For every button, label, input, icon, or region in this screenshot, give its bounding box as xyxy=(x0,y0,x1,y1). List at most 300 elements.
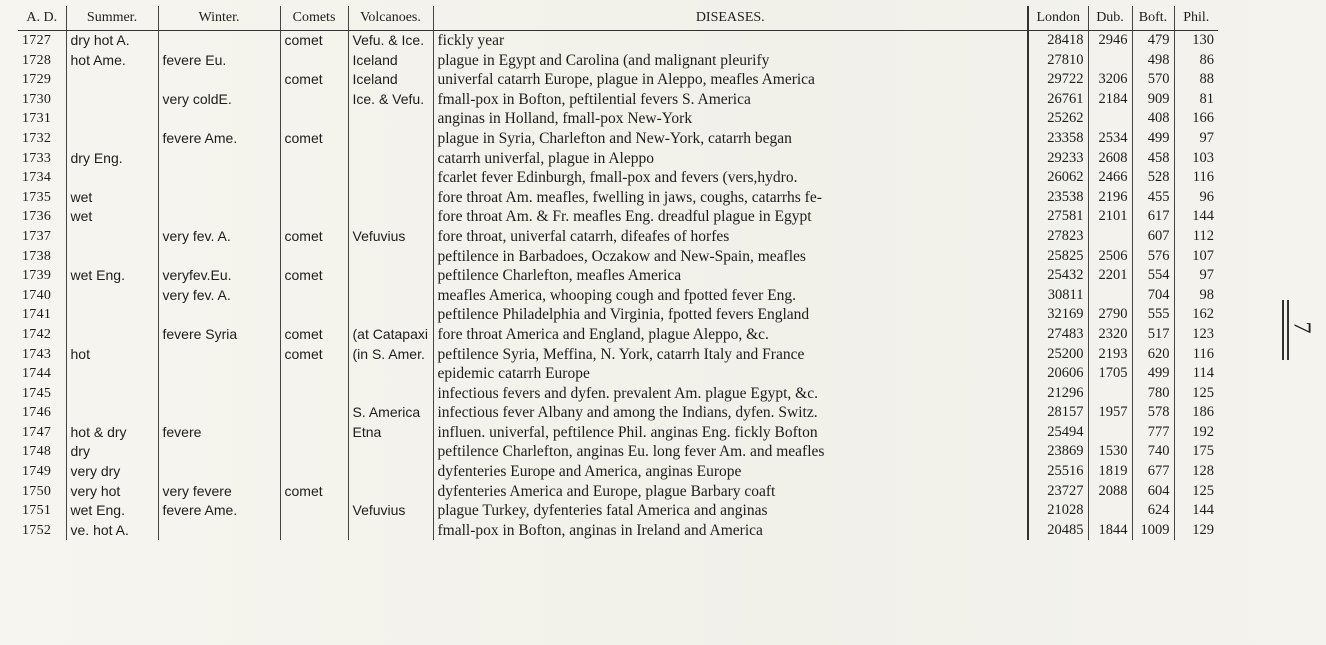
table-row xyxy=(18,501,1218,521)
volcano-cell xyxy=(348,188,433,208)
winter-cell: fevere Syria xyxy=(158,325,280,345)
disease-cell: univerfal catarrh Europe, plague in Aleppo, meafles America xyxy=(433,70,1028,90)
london-deaths-cell: 21296 xyxy=(1028,384,1088,404)
dublin-deaths-cell: 2320 xyxy=(1088,325,1132,345)
london-deaths-cell: 23538 xyxy=(1028,188,1088,208)
dublin-deaths-cell xyxy=(1088,51,1132,71)
dublin-deaths-cell xyxy=(1088,227,1132,247)
phil-deaths-cell: 144 xyxy=(1174,501,1218,521)
year-cell: 1743 xyxy=(22,346,52,362)
volcano-cell xyxy=(348,442,433,462)
dublin-deaths-cell: 2184 xyxy=(1088,90,1132,110)
year-cell: 1744 xyxy=(22,366,52,382)
disease-cell: peftilence Philadelphia and Virginia, fpotted fevers England xyxy=(433,305,1028,325)
boston-deaths-cell: 458 xyxy=(1132,149,1174,169)
london-deaths-cell: 28418 xyxy=(1028,31,1088,51)
volcano-cell xyxy=(348,305,433,325)
table-row xyxy=(18,266,1218,286)
comet-cell xyxy=(280,423,348,443)
phil-deaths-cell: 96 xyxy=(1174,188,1218,208)
comet-cell xyxy=(280,442,348,462)
year-cell: 1730 xyxy=(22,91,52,107)
london-deaths-cell: 25262 xyxy=(1028,109,1088,129)
table-row xyxy=(18,364,1218,384)
london-deaths-cell: 26761 xyxy=(1028,90,1088,110)
disease-cell: fore throat America and England, plague Aleppo, &c. xyxy=(433,325,1028,345)
comet-cell xyxy=(280,188,348,208)
summer-cell: wet Eng. xyxy=(66,501,158,521)
winter-cell xyxy=(158,384,280,404)
comet-cell xyxy=(280,286,348,306)
phil-deaths-cell: 175 xyxy=(1174,442,1218,462)
disease-cell: fickly year xyxy=(433,31,1028,51)
year-cell: 1746 xyxy=(22,405,52,421)
dublin-deaths-cell xyxy=(1088,423,1132,443)
summer-cell: dry hot A. xyxy=(66,31,158,51)
winter-cell: very coldE. xyxy=(158,90,280,110)
year-cell: 1742 xyxy=(22,326,52,342)
table-row xyxy=(18,168,1218,188)
boston-deaths-cell: 455 xyxy=(1132,188,1174,208)
comet-cell: comet xyxy=(280,31,348,51)
winter-cell xyxy=(158,149,280,169)
dublin-deaths-cell: 2466 xyxy=(1088,168,1132,188)
table-row xyxy=(18,129,1218,149)
winter-cell xyxy=(158,31,280,51)
dublin-deaths-cell: 2946 xyxy=(1088,31,1132,51)
volcano-cell xyxy=(348,247,433,267)
table-row xyxy=(18,109,1218,129)
comet-cell: comet xyxy=(280,482,348,502)
year-cell: 1750 xyxy=(22,483,52,499)
disease-cell: fcarlet fever Edinburgh, fmall-pox and fevers (vers,hydro. xyxy=(433,168,1028,188)
summer-cell: very dry xyxy=(66,462,158,482)
comet-cell xyxy=(280,462,348,482)
volcano-cell xyxy=(348,207,433,227)
boston-deaths-cell: 578 xyxy=(1132,403,1174,423)
comet-cell xyxy=(280,207,348,227)
dublin-deaths-cell: 2201 xyxy=(1088,266,1132,286)
dublin-deaths-cell: 1705 xyxy=(1088,364,1132,384)
london-deaths-cell: 21028 xyxy=(1028,501,1088,521)
disease-cell: infectious fever Albany and among the Indians, dyfen. Switz. xyxy=(433,403,1028,423)
summer-cell xyxy=(66,247,158,267)
winter-cell xyxy=(158,207,280,227)
chronology-table xyxy=(18,6,1218,540)
summer-cell xyxy=(66,325,158,345)
winter-cell xyxy=(158,364,280,384)
disease-cell: plague Turkey, dyfenteries fatal America and anginas xyxy=(433,501,1028,521)
comet-cell xyxy=(280,149,348,169)
summer-cell: dry xyxy=(66,442,158,462)
disease-cell: peftilence in Barbadoes, Oczakow and New-Spain, meafles xyxy=(433,247,1028,267)
table-row xyxy=(18,305,1218,325)
summer-cell xyxy=(66,168,158,188)
phil-deaths-cell: 107 xyxy=(1174,247,1218,267)
volcano-cell: Vefu. & Ice. xyxy=(348,31,433,51)
winter-cell xyxy=(158,305,280,325)
volcano-cell xyxy=(348,149,433,169)
dublin-deaths-cell: 1819 xyxy=(1088,462,1132,482)
winter-cell: fevere Eu. xyxy=(158,51,280,71)
boston-deaths-cell: 499 xyxy=(1132,129,1174,149)
london-deaths-cell: 32169 xyxy=(1028,305,1088,325)
comet-cell xyxy=(280,403,348,423)
summer-cell xyxy=(66,384,158,404)
summer-cell: ve. hot A. xyxy=(66,521,158,541)
disease-cell: peftilence Charlefton, meafles America xyxy=(433,266,1028,286)
volcano-cell xyxy=(348,364,433,384)
dublin-deaths-cell: 2196 xyxy=(1088,188,1132,208)
header-winter: Winter. xyxy=(158,6,280,31)
summer-cell xyxy=(66,403,158,423)
dublin-deaths-cell: 2088 xyxy=(1088,482,1132,502)
summer-cell: wet Eng. xyxy=(66,266,158,286)
year-cell: 1741 xyxy=(22,307,52,323)
disease-cell: dyfenteries Europe and America, anginas Europe xyxy=(433,462,1028,482)
header-summer: Summer. xyxy=(66,6,158,31)
year-cell: 1748 xyxy=(22,444,52,460)
disease-cell: meafles America, whooping cough and fpotted fever Eng. xyxy=(433,286,1028,306)
comet-cell: comet xyxy=(280,345,348,365)
disease-cell: fore throat Am. & Fr. meafles Eng. dreadful plague in Egypt xyxy=(433,207,1028,227)
winter-cell xyxy=(158,70,280,90)
boston-deaths-cell: 607 xyxy=(1132,227,1174,247)
page-number: 7 xyxy=(1288,321,1315,334)
phil-deaths-cell: 86 xyxy=(1174,51,1218,71)
summer-cell xyxy=(66,227,158,247)
disease-cell: influen. univerfal, peftilence Phil. anginas Eng. fickly Bofton xyxy=(433,423,1028,443)
table-row xyxy=(18,247,1218,267)
phil-deaths-cell: 81 xyxy=(1174,90,1218,110)
phil-deaths-cell: 125 xyxy=(1174,482,1218,502)
phil-deaths-cell: 112 xyxy=(1174,227,1218,247)
table-row xyxy=(18,384,1218,404)
header-diseases: DISEASES. xyxy=(433,6,1028,31)
table-row xyxy=(18,70,1218,90)
year-cell: 1735 xyxy=(22,189,52,205)
year-cell: 1734 xyxy=(22,170,52,186)
london-deaths-cell: 27483 xyxy=(1028,325,1088,345)
boston-deaths-cell: 704 xyxy=(1132,286,1174,306)
winter-cell xyxy=(158,345,280,365)
dublin-deaths-cell: 1844 xyxy=(1088,521,1132,541)
volcano-cell xyxy=(348,462,433,482)
boston-deaths-cell: 677 xyxy=(1132,462,1174,482)
year-cell: 1731 xyxy=(22,111,52,127)
boston-deaths-cell: 528 xyxy=(1132,168,1174,188)
london-deaths-cell: 25432 xyxy=(1028,266,1088,286)
summer-cell xyxy=(66,90,158,110)
london-deaths-cell: 27581 xyxy=(1028,207,1088,227)
boston-deaths-cell: 1009 xyxy=(1132,521,1174,541)
disease-cell: peftilence Syria, Meffina, N. York, catarrh Italy and France xyxy=(433,345,1028,365)
summer-cell: wet xyxy=(66,188,158,208)
volcano-cell: Vefuvius xyxy=(348,227,433,247)
table-row xyxy=(18,90,1218,110)
summer-cell: hot Ame. xyxy=(66,51,158,71)
volcano-cell xyxy=(348,266,433,286)
comet-cell xyxy=(280,364,348,384)
year-cell: 1745 xyxy=(22,385,52,401)
volcano-cell: S. America xyxy=(348,403,433,423)
disease-cell: infectious fevers and dyfen. prevalent Am. plague Egypt, &c. xyxy=(433,384,1028,404)
table-row xyxy=(18,423,1218,443)
table-row xyxy=(18,149,1218,169)
page-number-mark xyxy=(1282,300,1322,380)
phil-deaths-cell: 116 xyxy=(1174,168,1218,188)
phil-deaths-cell: 129 xyxy=(1174,521,1218,541)
phil-deaths-cell: 125 xyxy=(1174,384,1218,404)
table-row xyxy=(18,482,1218,502)
comet-cell xyxy=(280,51,348,71)
london-deaths-cell: 28157 xyxy=(1028,403,1088,423)
winter-cell: fevere Ame. xyxy=(158,129,280,149)
winter-cell xyxy=(158,442,280,462)
year-cell: 1733 xyxy=(22,150,52,166)
london-deaths-cell: 25494 xyxy=(1028,423,1088,443)
table-row xyxy=(18,521,1218,541)
table-row xyxy=(18,51,1218,71)
winter-cell: veryfev.Eu. xyxy=(158,266,280,286)
dublin-deaths-cell: 1957 xyxy=(1088,403,1132,423)
comet-cell xyxy=(280,305,348,325)
boston-deaths-cell: 479 xyxy=(1132,31,1174,51)
phil-deaths-cell: 98 xyxy=(1174,286,1218,306)
summer-cell: hot & dry xyxy=(66,423,158,443)
table-row xyxy=(18,31,1218,51)
volcano-cell: (at Catapaxi xyxy=(348,325,433,345)
boston-deaths-cell: 498 xyxy=(1132,51,1174,71)
year-cell: 1737 xyxy=(22,228,52,244)
boston-deaths-cell: 554 xyxy=(1132,266,1174,286)
table-row xyxy=(18,442,1218,462)
volcano-cell xyxy=(348,521,433,541)
year-cell: 1732 xyxy=(22,130,52,146)
boston-deaths-cell: 576 xyxy=(1132,247,1174,267)
comet-cell: comet xyxy=(280,227,348,247)
year-cell: 1751 xyxy=(22,503,52,519)
volcano-cell xyxy=(348,286,433,306)
year-cell: 1728 xyxy=(22,52,52,68)
boston-deaths-cell: 555 xyxy=(1132,305,1174,325)
winter-cell: fevere Ame. xyxy=(158,501,280,521)
comet-cell xyxy=(280,168,348,188)
comet-cell xyxy=(280,109,348,129)
dublin-deaths-cell xyxy=(1088,384,1132,404)
london-deaths-cell: 25516 xyxy=(1028,462,1088,482)
boston-deaths-cell: 780 xyxy=(1132,384,1174,404)
phil-deaths-cell: 130 xyxy=(1174,31,1218,51)
disease-cell: fore throat Am. meafles, fwelling in jaws, coughs, catarrhs fe- xyxy=(433,188,1028,208)
disease-cell: fore throat, univerfal catarrh, difeafes of horfes xyxy=(433,227,1028,247)
winter-cell xyxy=(158,247,280,267)
table-row xyxy=(18,286,1218,306)
comet-cell: comet xyxy=(280,266,348,286)
boston-deaths-cell: 570 xyxy=(1132,70,1174,90)
london-deaths-cell: 20485 xyxy=(1028,521,1088,541)
table-row xyxy=(18,345,1218,365)
london-deaths-cell: 30811 xyxy=(1028,286,1088,306)
volcano-cell xyxy=(348,168,433,188)
volcano-cell xyxy=(348,384,433,404)
summer-cell: wet xyxy=(66,207,158,227)
boston-deaths-cell: 408 xyxy=(1132,109,1174,129)
table-row xyxy=(18,227,1218,247)
year-cell: 1727 xyxy=(22,33,52,48)
winter-cell: fevere xyxy=(158,423,280,443)
winter-cell xyxy=(158,462,280,482)
london-deaths-cell: 29722 xyxy=(1028,70,1088,90)
comet-cell: comet xyxy=(280,70,348,90)
boston-deaths-cell: 620 xyxy=(1132,345,1174,365)
comet-cell xyxy=(280,90,348,110)
summer-cell: dry Eng. xyxy=(66,149,158,169)
phil-deaths-cell: 97 xyxy=(1174,129,1218,149)
disease-cell: plague in Syria, Charlefton and New-York, catarrh began xyxy=(433,129,1028,149)
volcano-cell xyxy=(348,482,433,502)
disease-cell: epidemic catarrh Europe xyxy=(433,364,1028,384)
year-cell: 1738 xyxy=(22,248,52,264)
london-deaths-cell: 23358 xyxy=(1028,129,1088,149)
phil-deaths-cell: 186 xyxy=(1174,403,1218,423)
table-row xyxy=(18,325,1218,345)
volcano-cell: Etna xyxy=(348,423,433,443)
disease-cell: plague in Egypt and Carolina (and malignant pleurify xyxy=(433,51,1028,71)
phil-deaths-cell: 128 xyxy=(1174,462,1218,482)
dublin-deaths-cell: 2506 xyxy=(1088,247,1132,267)
london-deaths-cell: 23869 xyxy=(1028,442,1088,462)
boston-deaths-cell: 604 xyxy=(1132,482,1174,502)
table-row xyxy=(18,403,1218,423)
winter-cell xyxy=(158,188,280,208)
table-body xyxy=(18,31,1218,541)
winter-cell xyxy=(158,168,280,188)
comet-cell xyxy=(280,521,348,541)
winter-cell xyxy=(158,109,280,129)
phil-deaths-cell: 97 xyxy=(1174,266,1218,286)
volcano-cell: Iceland xyxy=(348,51,433,71)
year-cell: 1740 xyxy=(22,287,52,303)
volcano-cell: Iceland xyxy=(348,70,433,90)
disease-cell: anginas in Holland, fmall-pox New-York xyxy=(433,109,1028,129)
winter-cell: very fevere xyxy=(158,482,280,502)
comet-cell xyxy=(280,247,348,267)
boston-deaths-cell: 777 xyxy=(1132,423,1174,443)
london-deaths-cell: 29233 xyxy=(1028,149,1088,169)
london-deaths-cell: 27810 xyxy=(1028,51,1088,71)
summer-cell xyxy=(66,70,158,90)
disease-cell: peftilence Charlefton, anginas Eu. long fever Am. and meafles xyxy=(433,442,1028,462)
boston-deaths-cell: 740 xyxy=(1132,442,1174,462)
boston-deaths-cell: 517 xyxy=(1132,325,1174,345)
summer-cell: very hot xyxy=(66,482,158,502)
london-deaths-cell: 26062 xyxy=(1028,168,1088,188)
london-deaths-cell: 23727 xyxy=(1028,482,1088,502)
table-row xyxy=(18,462,1218,482)
phil-deaths-cell: 116 xyxy=(1174,345,1218,365)
london-deaths-cell: 25825 xyxy=(1028,247,1088,267)
dublin-deaths-cell: 2193 xyxy=(1088,345,1132,365)
dublin-deaths-cell xyxy=(1088,286,1132,306)
summer-cell xyxy=(66,109,158,129)
header-dublin: Dub. xyxy=(1088,6,1132,31)
table-row xyxy=(18,207,1218,227)
year-cell: 1729 xyxy=(22,72,52,88)
boston-deaths-cell: 909 xyxy=(1132,90,1174,110)
dublin-deaths-cell: 1530 xyxy=(1088,442,1132,462)
dublin-deaths-cell xyxy=(1088,109,1132,129)
summer-cell: hot xyxy=(66,345,158,365)
volcano-cell: Ice. & Vefu. xyxy=(348,90,433,110)
comet-cell: comet xyxy=(280,325,348,345)
dublin-deaths-cell: 3206 xyxy=(1088,70,1132,90)
comet-cell xyxy=(280,384,348,404)
boston-deaths-cell: 499 xyxy=(1132,364,1174,384)
disease-cell: catarrh univerfal, plague in Aleppo xyxy=(433,149,1028,169)
summer-cell xyxy=(66,364,158,384)
phil-deaths-cell: 123 xyxy=(1174,325,1218,345)
phil-deaths-cell: 192 xyxy=(1174,423,1218,443)
summer-cell xyxy=(66,305,158,325)
summer-cell xyxy=(66,129,158,149)
boston-deaths-cell: 624 xyxy=(1132,501,1174,521)
dublin-deaths-cell: 2608 xyxy=(1088,149,1132,169)
disease-cell: dyfenteries America and Europe, plague Barbary coaft xyxy=(433,482,1028,502)
header-comets: Comets xyxy=(280,6,348,31)
year-cell: 1749 xyxy=(22,464,52,480)
comet-cell: comet xyxy=(280,129,348,149)
london-deaths-cell: 20606 xyxy=(1028,364,1088,384)
table-row xyxy=(18,188,1218,208)
winter-cell xyxy=(158,521,280,541)
volcano-cell: Vefuvius xyxy=(348,501,433,521)
dublin-deaths-cell: 2101 xyxy=(1088,207,1132,227)
winter-cell: very fev. A. xyxy=(158,286,280,306)
phil-deaths-cell: 166 xyxy=(1174,109,1218,129)
boston-deaths-cell: 617 xyxy=(1132,207,1174,227)
disease-cell: fmall-pox in Bofton, anginas in Ireland and America xyxy=(433,521,1028,541)
summer-cell xyxy=(66,286,158,306)
header-boston: Boft. xyxy=(1132,6,1174,31)
phil-deaths-cell: 162 xyxy=(1174,305,1218,325)
dublin-deaths-cell: 2790 xyxy=(1088,305,1132,325)
year-cell: 1736 xyxy=(22,209,52,225)
winter-cell xyxy=(158,403,280,423)
volcano-cell xyxy=(348,129,433,149)
volcano-cell xyxy=(348,109,433,129)
london-deaths-cell: 27823 xyxy=(1028,227,1088,247)
rule-left xyxy=(1282,300,1284,360)
dublin-deaths-cell: 2534 xyxy=(1088,129,1132,149)
london-deaths-cell: 25200 xyxy=(1028,345,1088,365)
year-cell: 1752 xyxy=(22,522,52,538)
phil-deaths-cell: 88 xyxy=(1174,70,1218,90)
header-london: London xyxy=(1028,6,1088,31)
winter-cell: very fev. A. xyxy=(158,227,280,247)
header-phil: Phil. xyxy=(1174,6,1218,31)
phil-deaths-cell: 103 xyxy=(1174,149,1218,169)
year-cell: 1747 xyxy=(22,424,52,440)
header-volcanoes: Volcanoes. xyxy=(348,6,433,31)
phil-deaths-cell: 114 xyxy=(1174,364,1218,384)
phil-deaths-cell: 144 xyxy=(1174,207,1218,227)
dublin-deaths-cell xyxy=(1088,501,1132,521)
year-cell: 1739 xyxy=(22,268,52,284)
disease-cell: fmall-pox in Bofton, peftilential fevers S. America xyxy=(433,90,1028,110)
comet-cell xyxy=(280,501,348,521)
volcano-cell: (in S. Amer. xyxy=(348,345,433,365)
